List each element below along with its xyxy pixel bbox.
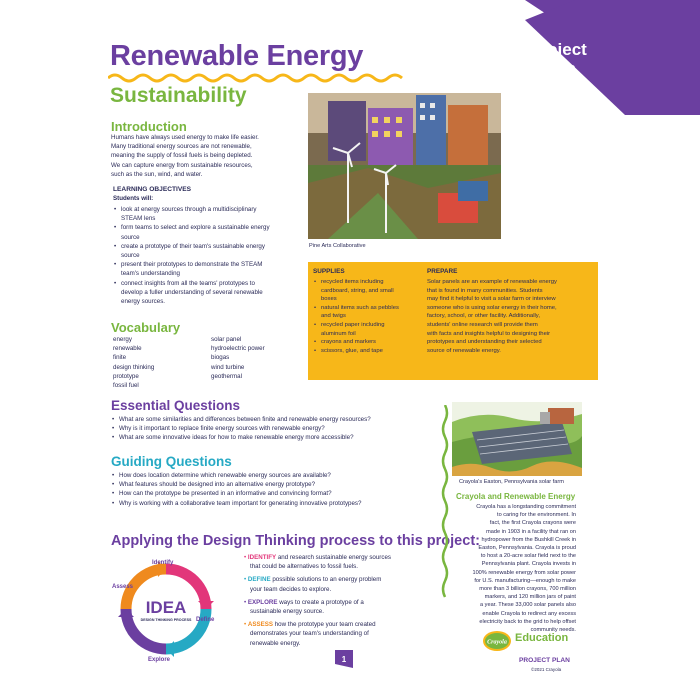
intro-line: meaning the supply of fossil fuels is being depleted. [111,152,253,160]
vocab-term: renewable [113,345,142,353]
idea-logo-assess: Assess [112,584,134,590]
vocabulary-heading: Vocabulary [111,320,181,335]
supply-item: • crayons and markers [313,338,421,347]
introduction-heading: Introduction [111,119,187,134]
prepare-line: that is found in many communities. Students [427,287,543,294]
objectives-heading: LEARNING OBJECTIVES [113,186,192,193]
guiding-question: • Why is working with a collaborative team important for generating innovative prototypes? [111,499,441,508]
idea-logo-word: IDEA [145,598,187,617]
supplies-prepare-box [308,262,598,380]
prepare-line: factory, school, or other facility. Additionally, [427,313,540,320]
objectives-list [113,205,308,306]
idea-logo-subtitle: DESIGN THINKING PROCESS [140,618,192,622]
crayola-line: enable Crayola to redirect any excess [482,610,576,617]
guiding-questions-list [111,471,441,508]
crayola-line: a year. These 33,000 solar panels also [480,602,576,609]
objective-item: • present their prototypes to demonstrate the STEAM team's understanding [113,260,308,278]
crayola-text [452,503,576,634]
footer-project-plan: PROJECT PLAN [519,657,570,664]
intro-line: such as the sun, wind, and water. [111,170,203,178]
crayola-line: for U.S. manufacturing—enough to make [474,577,576,584]
design-thinking-heading: Applying the Design Thinking process to this project: [111,533,480,549]
idea-logo-define: Define [196,617,215,623]
vocab-term: finite [113,354,127,362]
education-label: Education [515,632,569,644]
idea-logo-identify: Identify [152,560,174,566]
page-number-badge [335,650,353,668]
prepare-heading: PREPARE [427,268,458,275]
guiding-question: • How can the prototype be presented in an informative and convincing format? [111,489,441,498]
crayola-line: to caring for the environment. In [497,512,576,519]
crayola-line: more than 3 billion crayons, 700 million [479,586,576,593]
supply-item: • recycled paper including aluminum foil [313,321,421,338]
footer-copyright: ©2021 Crayola [531,667,562,672]
design-step-identify: • IDENTIFY and research sustainable energy sources that could be alternatives to fossil fuels. [244,554,391,571]
crayola-line: community needs. [530,627,576,634]
vocab-term: biogas [211,354,230,362]
column-divider-squiggle [441,405,449,605]
vocab-term: wind turbine [211,363,245,371]
vocab-term: prototype [113,372,139,380]
vocabulary-column-1 [113,335,208,390]
prepare-line: Solar panels are an example of renewable energy [427,279,558,285]
crayola-line: Pennsylvania plant. Crayola invests in [481,561,576,568]
crayola-line: hydropower from the Bushkill Creek in [481,536,576,543]
crayola-line: markers, and 120 million jars of paint [484,594,576,601]
prepare-line: may find it helpful to visit a solar farm or interview [427,296,556,303]
banner-line-2: Plan [540,59,576,78]
idea-design-thinking-logo [112,555,220,663]
introduction-text [111,133,306,179]
page-number: 1 [341,655,347,664]
idea-logo-explore: Explore [148,657,171,663]
crayola-line: fact, the first Crayola crayons were [489,520,576,527]
supplies-list [313,278,421,355]
crayola-line: Easton, Pennsylvania. Crayola is proud [478,545,576,552]
page-title: Renewable Energy [110,40,364,72]
essential-questions-heading: Essential Questions [111,398,241,413]
prepare-text [427,278,595,355]
banner-label [508,40,608,78]
prepare-line: students' online research will provide them [427,321,538,328]
vocab-term: fossil fuel [113,382,139,390]
design-step-assess: • ASSESS how the prototype your team created demonstrates your team's understanding of renewable energy. [244,621,376,647]
objective-item: • form teams to select and explore a sustainable energy source [113,223,308,241]
design-step-explore: • EXPLORE ways to create a prototype of a sustainable energy source. [244,598,364,616]
supply-item: • recycled items including cardboard, string, and small boxes [313,278,421,304]
supplies-heading: SUPPLIES [313,268,345,275]
solar-farm-caption: Crayola's Easton, Pennsylvania solar farm [459,479,564,485]
essential-question: • What are some similarities and differences between finite and renewable energy resources? [111,415,441,424]
photo-caption: Pine Arts Collaborative [309,243,366,249]
supply-item: • natural items such as pebbles and twigs [313,304,421,321]
banner-line-1: Project [529,40,587,59]
crayola-line: to host a 20-acre solar field next to the [480,553,576,560]
vocab-term: geothermal [211,372,242,380]
vocab-term: energy [113,336,132,343]
design-step-define: • DEFINE possible solutions to an energy problem your team decides to explore. [244,576,382,593]
prepare-line: source of renewable energy. [427,347,501,354]
crayola-line: made in 1903 in a facility that ran on [486,528,576,535]
vocab-term: hydroelectric power [211,345,265,353]
guiding-question: • How does location determine which renewable energy sources are available? [111,471,441,480]
page-subtitle: Sustainability [110,84,247,107]
objectives-lead: Students will: [113,195,154,202]
intro-line: We can capture energy from sustainable resources, [111,161,253,169]
solar-farm-illustration [452,402,582,476]
objective-item: • connect insights from all the teams' prototypes to develop a fuller understanding of several renewable energy sources. [113,279,308,307]
title-underline-squiggle [108,72,408,84]
intro-line: Many traditional energy sources are not renewable, [111,143,252,151]
crayola-line: 100% renewable energy from solar power [472,569,576,576]
prepare-line: someone who is using solar energy in their home, [427,304,557,311]
objective-item: • create a prototype of their team's sustainable energy source [113,242,308,260]
vocab-term: design thinking [113,363,155,371]
crayola-line: electricity back to the grid to help offset [479,618,576,625]
crayola-logo-text: Crayola [487,639,507,646]
prepare-line: prototypes and understanding their selected [427,339,542,346]
vocab-term: solar panel [211,336,242,343]
intro-line: Humans have always used energy to make life easier. [111,134,259,141]
essential-questions-list [111,415,441,443]
guiding-question: • What features should be designed into an alternative energy prototype? [111,480,441,489]
crayola-logo-icon [482,630,512,652]
crayola-line: Crayola has a longstanding commitment [476,504,576,510]
prepare-line: with facts and insights helpful to designing their [427,330,551,337]
design-steps [244,553,434,652]
vocabulary-column-2 [211,335,306,381]
essential-question: • What are some innovative ideas for how to make renewable energy more accessible? [111,433,441,442]
essential-question: • Why is it important to replace finite energy sources with renewable energy? [111,424,441,433]
objective-item: • look at energy sources through a multidisciplinary STEAM lens [113,205,308,223]
supply-item: • scissors, glue, and tape [313,347,421,356]
crayola-heading: Crayola and Renewable Energy [456,492,576,501]
student-artwork-photo [308,93,501,239]
guiding-questions-heading: Guiding Questions [111,454,232,469]
